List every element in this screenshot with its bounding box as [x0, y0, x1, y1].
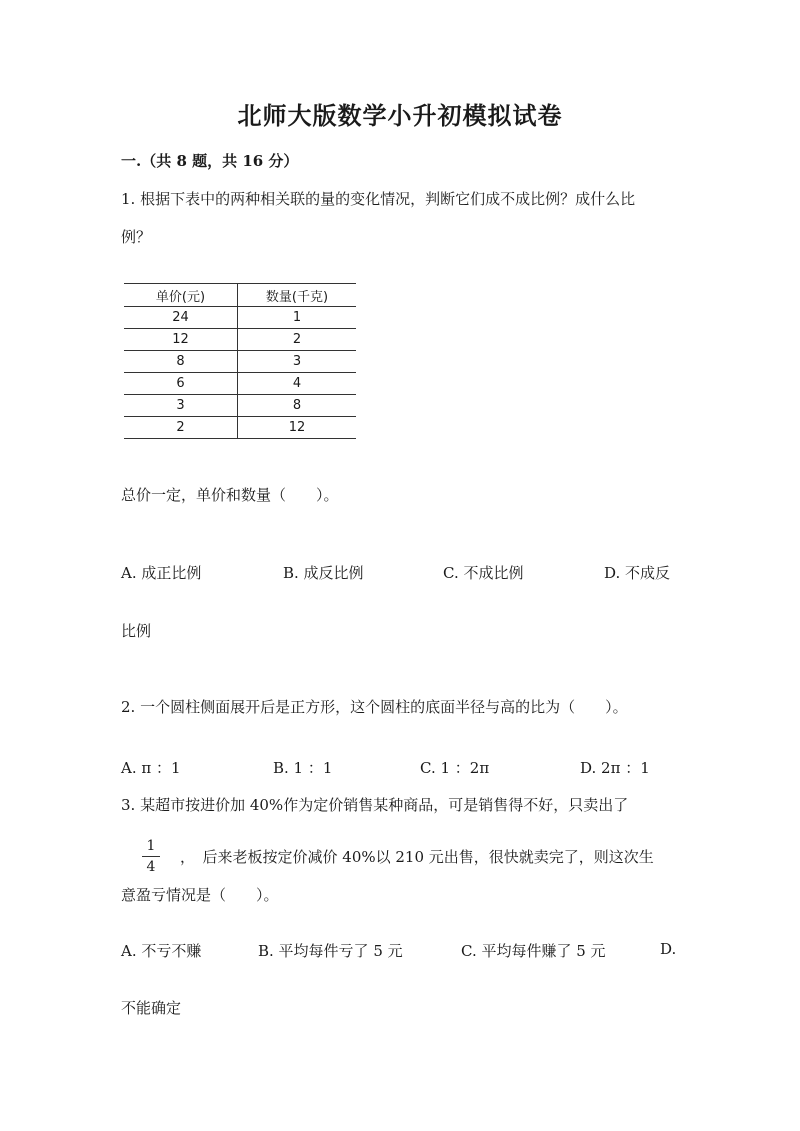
table-row [124, 329, 356, 351]
q3-fraction [140, 838, 162, 875]
table-cell: 2 [124, 417, 238, 439]
q1-option-c: C. 不成比例 [443, 564, 524, 582]
q1-option-d-wrap: 比例 [121, 622, 152, 640]
q3-text-line1: 3. 某超市按进价加 40%作为定价销售某种商品，可是销售得不好，只卖出了 [121, 796, 629, 814]
table-cell: 12 [238, 417, 357, 439]
q3-option-b: B. 平均每件亏了 5 元 [258, 942, 403, 960]
q3-text-line3: 意盈亏情况是（ ）。 [121, 886, 279, 904]
q2-option-a: A. π ：1 [121, 759, 181, 777]
table-header-row [124, 284, 356, 307]
table-header-quantity: 数量(千克) [238, 284, 357, 307]
q2-option-b: B. 1 ：1 [273, 759, 333, 777]
table-cell: 6 [124, 373, 238, 395]
q3-option-d-wrap: 不能确定 [121, 999, 182, 1017]
fraction-bar [142, 856, 160, 857]
table-cell: 3 [124, 395, 238, 417]
table-cell: 8 [124, 351, 238, 373]
table-row [124, 417, 356, 439]
q1-stem: 总价一定，单价和数量（ ）。 [121, 486, 339, 504]
q1-data-table [124, 283, 356, 439]
page-title: 北师大版数学小升初模拟试卷 [237, 101, 563, 130]
section-heading: 一.（共 8 题，共 16 分） [121, 152, 299, 170]
table-row [124, 351, 356, 373]
q2-option-c: C. 1 ：2π [420, 759, 490, 777]
q3-option-a: A. 不亏不赚 [121, 942, 202, 960]
q3-option-d: D. [660, 940, 677, 958]
q1-text-line1: 1. 根据下表中的两种相关联的量的变化情况，判断它们成不成比例？成什么比 [121, 190, 636, 208]
table-cell: 1 [238, 307, 357, 329]
q1-option-a: A. 成正比例 [121, 564, 202, 582]
q1-option-d: D. 不成反 [604, 564, 671, 582]
q3-option-c: C. 平均每件赚了 5 元 [461, 942, 606, 960]
table-row [124, 307, 356, 329]
table-cell: 8 [238, 395, 357, 417]
table-cell: 12 [124, 329, 238, 351]
q1-option-b: B. 成反比例 [283, 564, 364, 582]
table-row [124, 373, 356, 395]
table-row [124, 395, 356, 417]
table-cell: 4 [238, 373, 357, 395]
fraction-numerator: 1 [146, 838, 156, 854]
q3-text-line2: ， 后来老板按定价减价 40%以 210 元出售，很快就卖完了，则这次生 [180, 848, 654, 866]
q2-option-d: D. 2π ：1 [580, 759, 650, 777]
table-cell: 2 [238, 329, 357, 351]
table-cell: 24 [124, 307, 238, 329]
q2-text: 2. 一个圆柱侧面展开后是正方形，这个圆柱的底面半径与高的比为（ ）。 [121, 698, 628, 716]
table-header-price: 单价(元) [124, 284, 238, 307]
table-cell: 3 [238, 351, 357, 373]
q1-text-line2: 例？ [121, 228, 152, 246]
fraction-denominator: 4 [146, 859, 156, 875]
